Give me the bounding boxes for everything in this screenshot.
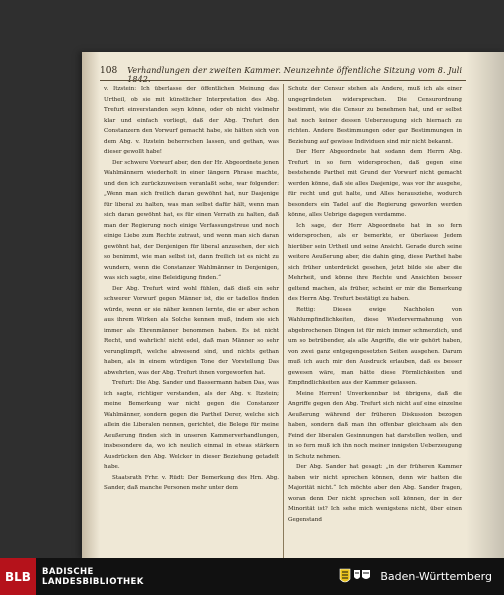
left-column — [100, 84, 283, 558]
paragraph: Rettig: Dieses ewige Nachholen von Wahlumpfindlichkeiten, diese Wiedervermahnung von abgebrochenen Dingen ist für mich immer schmerzlich, und um so betrübender, als alle Angriffe, die wir gehört haben, von zwei ganz entgegengesetzten Seiten ausgehen. Darum muß ich auch mir den Ausdruck erlauben, daß es besser gewesen wäre, man hätte diese Förmlichkeiten und Empfindlichkeiten aus der Kammer gelassen. — [288, 306, 462, 386]
text-columns — [100, 84, 466, 558]
page-number: 108 — [100, 66, 118, 76]
bw-coat-of-arms-icon — [338, 566, 372, 588]
bw-state-name: Baden-Württemberg — [380, 570, 492, 583]
bw-branding[interactable] — [338, 566, 492, 588]
paragraph: Der Herr Abgeordnete hat sodann dem Herrn Abg. Trefurt in so fern widersprochen, daß gegen eine bestehende Partheī mit Grund der Vorwurf nicht gemacht werden könne, daß sie alles Dasjenige, was vor ihr ausgehe, für recht und gut halte, und Alles herausziehe, wodurch besonders ein Tadel auf die Regierung geworfen werden könne, alles Uebrige dagegen verdamme. — [288, 149, 462, 218]
paragraph: Staatsrath Frhr. v. Rüdt: Der Bemerkung des Hrn. Abg. Sander, daß manche Personen mehr unter dem — [104, 474, 279, 491]
paragraph: Trefurt: Die Abg. Sander und Bassermann haben Das, was ich sagte, richtiger verstanden, als der Abg. v. Itzstein; meine Bemerkung war nicht gegen die Constanzer Wahlmänner, sondern gegen die Partheī Derer, welche sich allein die Liberalen nennen, gerichtet, die Belege für meine Aeußerung finden sich in unseren Kammerverhandlungen, insbesondere da, wo ich neulich einmal in etwas stärkern Ausdrücken den Abg. Welcker in dieser Beziehung getadelt habe. — [104, 380, 279, 470]
page-edge-shadow — [466, 52, 504, 558]
paragraph: Der schwere Vorwurf aber, den der Hr. Abgeordnete jenen Wahlmännern wiederholt in einer längern Phrase machte, und den ich zurückzuweisen veranlaßt sehe, war folgender: „Wenn man sich freilich daran gewöhnt hat, nur Dasjenige für liberal zu halten, was man selbst dafür hält, wenn man sich daran gewöhnt hat, es für einen Verrath zu halten, daß man der Regierung noch einige Verfassungstreue und noch einige Liebe zum Rechte zutraut, und wenn man sich daran gewöhnt hat, der Denjenigen für liberal anzusehen, der sich so benimmt, wie man selbst ist, dann freilich ist es nicht zu wundern, wenn die Constanzer Wahlmänner in Denjenigen, was sich sagte, eine Beleidigung finden.“ — [104, 159, 279, 281]
paragraph: Schutz der Censur stehen als Andere, muß ich als einer ungegründeten widersprechen. Die Censurordnung bestimmt, wie die Censur zu benehmen hat, und er selbst hat noch keiner dessen Ueberzeugung sich hiernach zu richten. Andere Bestimmungen oder gar Bestimmungen in Beziehung auf gewisse Individuen sind mir nicht bekannt. — [288, 86, 462, 145]
blb-name-line1: BADISCHE — [42, 566, 94, 577]
running-title: Verhandlungen der zweiten Kammer. Neunzehnte öffentliche Sitzung vom 8. Juli 1842. — [127, 66, 463, 84]
blb-name-line2: LANDESBIBLIOTHEK — [42, 576, 144, 587]
blb-name — [42, 567, 144, 587]
paragraph: Meine Herren! Unverkennbar ist übrigens, daß die Angriffe gegen den Abg. Trefurt sich nicht auf eine einzelne Aeußerung während der früheren Diskussion bezogen haben, sondern daß man ihn offenbar gleichsam als den Feind der liberalen Gesinnungen hat darstellen wollen, und in so fern muß ich ihn noch meiner innigsten Ueberzeugung in Schutz nehmen. — [288, 390, 462, 460]
page-header — [100, 66, 466, 84]
paragraph: Ich sage, der Herr Abgeordnete hat in so fern widersprochen, als er bemerkte, er überlasse Jedem hierüber sein Urtheil und seine Ansicht. Gerade durch seine weitere Aeußerung aber, die dahin ging, diese Partheī habe sich früher unterdrückt gesehen, jetzt bilde sie aber die Mehrheit, und könne ihre Rechte und Ansichten besser geltend machen, als früher, scheint er mir die Bemerkung des Herrn Abg. Trefurt bestätigt zu haben. — [288, 222, 462, 302]
scanned-page — [82, 52, 504, 558]
header-rule — [100, 80, 466, 81]
library-footer — [0, 558, 504, 595]
blb-logo: BLB — [0, 558, 36, 595]
right-column — [283, 84, 466, 558]
paragraph: Der Abg. Trefurt wird wohl fühlen, daß dieß ein sehr schwerer Vorwurf gegen Männer ist, die er tadellos finden würde, wenn er sie näher kennen lernte, die er aber schon aus ihrem Wirken als Solche kennen muß, indem sie sich immer als Ehrenmänner benommen haben. Es ist nicht Recht, und wahrlich! nicht edel, daß man Männer so sehr verunglimpft, welche abwesend sind, und nichts gethan haben, als in einem würdigen Tone der Vorstellung Das abwehrten, was der Abg. Trefurt ihnen vorgeworfen hat. — [104, 285, 279, 376]
paragraph: Der Abg. Sander hat gesagt: „in der früheren Kammer haben wir nicht sprechen können, denn wir hatten die Majorität nicht.“ Ich möchte aber den Abg. Sander fragen, woran denn Der nicht sprechen soll können, der in der Minorität ist? Ich sehe mich wenigstens nicht, über einen Gegenstand — [288, 464, 462, 523]
blb-branding[interactable] — [0, 558, 144, 595]
paragraph: v. Itzstein: Ich überlasse der öffentlichen Meinung das Urtheil, ob sie mit künstlicher Interpretation des Abg. Trefurt einverstanden seyn könne, oder ob nicht vielmehr klar und einfach vorliegt, daß der Abg. Trefurt den Constanzern den Vorwurf gemacht habe, sie hätten sich von dem Abg. v. Itzstein beherrschen lassen, und gethan, was dieser gewollt habe! — [104, 86, 279, 155]
